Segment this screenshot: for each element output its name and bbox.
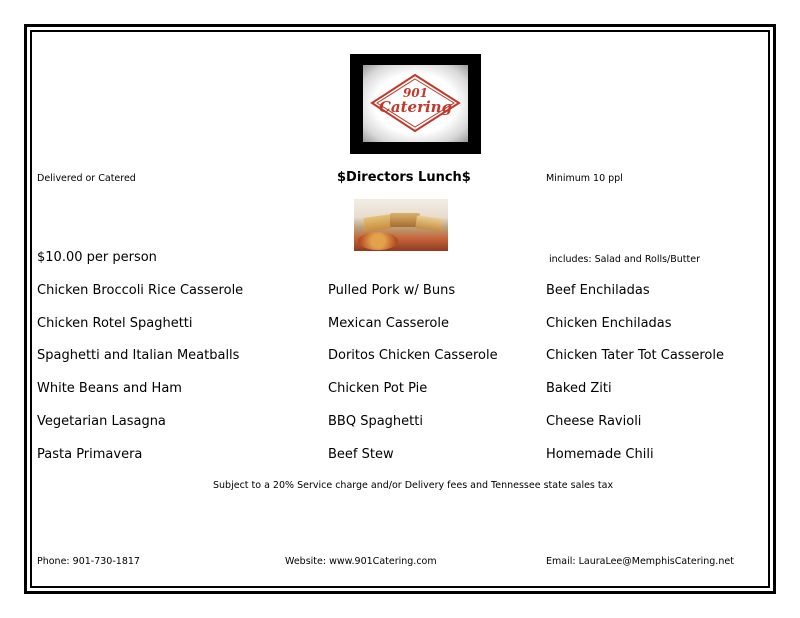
delivery-note: Delivered or Catered: [37, 173, 136, 184]
menu-item: Chicken Pot Pie: [328, 381, 428, 396]
logo-number: 901: [402, 86, 429, 100]
logo-badge: [363, 65, 468, 142]
food-photo: [354, 199, 448, 251]
minimum-note: Minimum 10 ppl: [546, 173, 623, 184]
menu-item: Doritos Chicken Casserole: [328, 348, 498, 363]
menu-item: Mexican Casserole: [328, 316, 449, 331]
company-logo: [350, 54, 481, 154]
menu-item: Vegetarian Lasagna: [37, 414, 166, 429]
menu-item: Cheese Ravioli: [546, 414, 642, 429]
menu-title: $Directors Lunch$: [337, 170, 471, 185]
menu-item: Homemade Chili: [546, 447, 654, 462]
menu-item: White Beans and Ham: [37, 381, 182, 396]
service-charge-disclaimer: Subject to a 20% Service charge and/or Delivery fees and Tennessee state sales tax: [213, 480, 614, 491]
menu-item: Baked Ziti: [546, 381, 612, 396]
menu-item: Chicken Broccoli Rice Casserole: [37, 283, 244, 298]
footer-phone: Phone: 901-730-1817: [37, 556, 140, 567]
menu-item: Chicken Tater Tot Casserole: [546, 348, 724, 363]
footer-email: Email: LauraLee@MemphisCatering.net: [546, 556, 734, 567]
footer-website: Website: www.901Catering.com: [285, 556, 437, 567]
menu-item: Beef Enchiladas: [546, 283, 650, 298]
menu-item: BBQ Spaghetti: [328, 414, 423, 429]
menu-item: Spaghetti and Italian Meatballs: [37, 348, 240, 363]
logo-name: Catering: [378, 98, 453, 116]
menu-item: Pulled Pork w/ Buns: [328, 283, 456, 298]
price-per-person: $10.00 per person: [37, 250, 157, 265]
menu-item: Chicken Rotel Spaghetti: [37, 316, 193, 331]
menu-item: Beef Stew: [328, 447, 394, 462]
menu-item: Pasta Primavera: [37, 447, 143, 462]
menu-item: Chicken Enchiladas: [546, 316, 672, 331]
includes-note: includes: Salad and Rolls/Butter: [549, 254, 700, 265]
